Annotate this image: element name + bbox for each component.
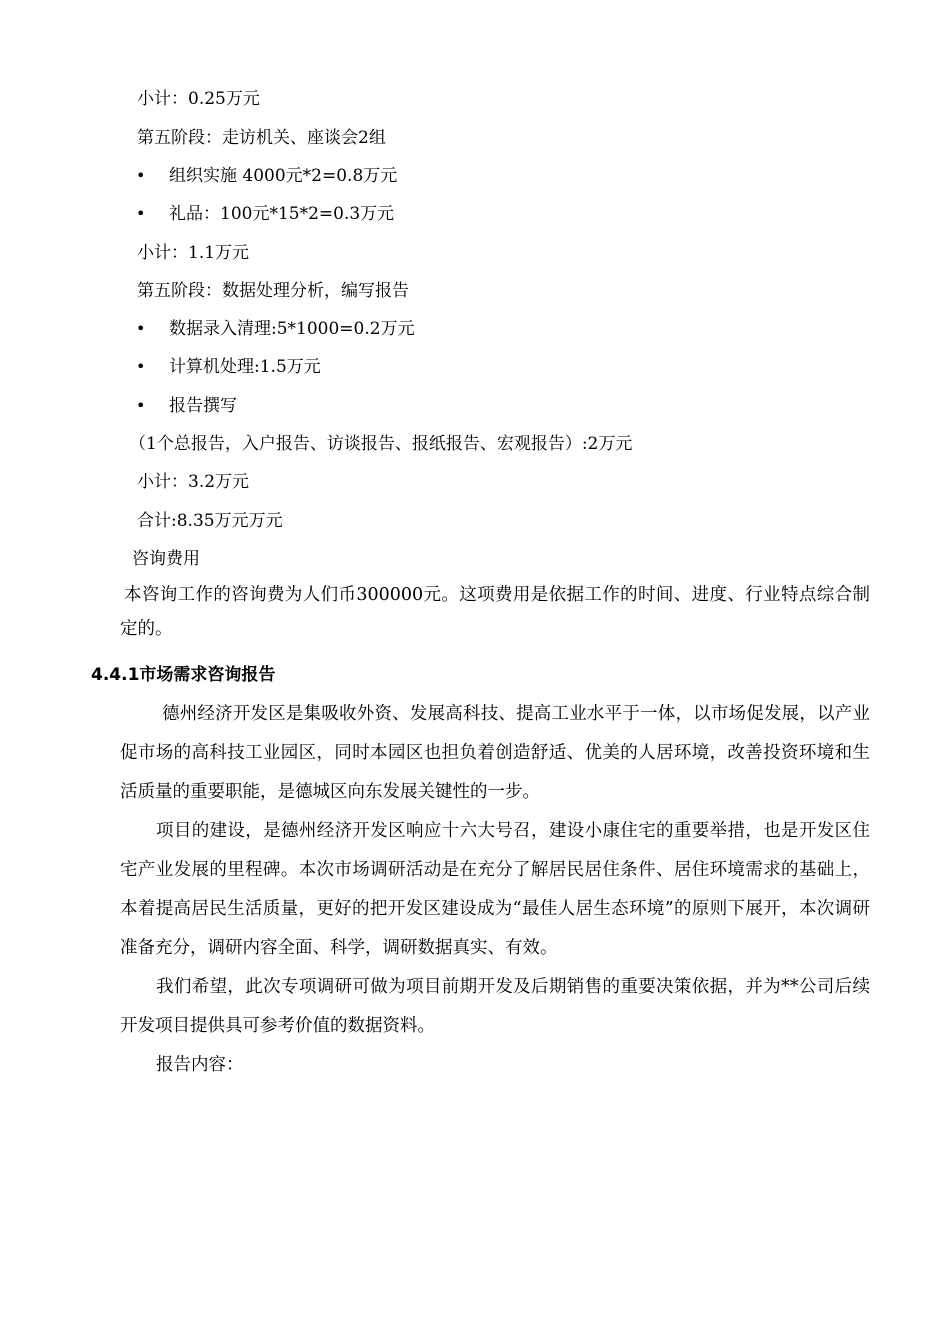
subtotal-stage4: 小计：0.25万元 <box>137 89 260 109</box>
subtotal-stage5b: 小计：3.2万元 <box>137 472 250 492</box>
grand-total: 合计:8.35万元万元 <box>137 511 283 531</box>
stage5a-title: 第五阶段：走访机关、座谈会2组 <box>137 128 386 148</box>
stage5a-item: 礼品：100元*15*2=0.3万元 <box>169 204 395 224</box>
body-paragraph: 项目的建设，是德州经济开发区响应十六大号召，建设小康住宅的重要举措，也是开发区住宅产业发展的里程碑。本次市场调研活动是在充分了解居民居住条件、居住环境需求的基础上，本着提高居民生活质量，更好的把开发区建设成为“最佳人居生态环境”的原则下展开，本次调研准备充分，调研内容全面、科学，调研数据真实、有效。 <box>120 821 870 958</box>
body-paragraph: 报告内容： <box>156 1055 244 1075</box>
report-detail: （1个总报告，入户报告、访谈报告、报纸报告、宏观报告）:2万元 <box>129 434 633 454</box>
bullet-icon: • <box>136 396 146 415</box>
stage5b-item: 计算机处理:1.5万元 <box>169 357 321 377</box>
subtotal-stage5a: 小计：1.1万元 <box>137 243 250 263</box>
section-heading: 4.4.1市场需求咨询报告 <box>91 665 276 685</box>
stage5b-item: 报告撰写 <box>169 396 237 416</box>
bullet-icon: • <box>136 204 146 223</box>
consulting-title: 咨询费用 <box>132 549 200 569</box>
body-paragraph: 我们希望，此次专项调研可做为项目前期开发及后期销售的重要决策依据，并为**公司后续开发项目提供具可参考价值的数据资料。 <box>120 977 870 1036</box>
stage5b-item: 数据录入清理:5*1000=0.2万元 <box>169 319 415 339</box>
bullet-icon: • <box>136 166 146 185</box>
bullet-icon: • <box>136 357 146 376</box>
consulting-text: 本咨询工作的咨询费为人们币300000元。这项费用是依据工作的时间、进度、行业特点综合制定的。 <box>120 585 870 639</box>
body-paragraph: 德州经济开发区是集吸收外资、发展高科技、提高工业水平于一体，以市场促发展，以产业促市场的高科技工业园区，同时本园区也担负着创造舒适、优美的人居环境，改善投资环境和生活质量的重要职能，是德城区向东发展关键性的一步。 <box>120 704 870 802</box>
stage5a-item: 组织实施 4000元*2=0.8万元 <box>169 166 398 186</box>
bullet-icon: • <box>136 319 146 338</box>
stage5b-title: 第五阶段：数据处理分析，编写报告 <box>137 281 409 301</box>
